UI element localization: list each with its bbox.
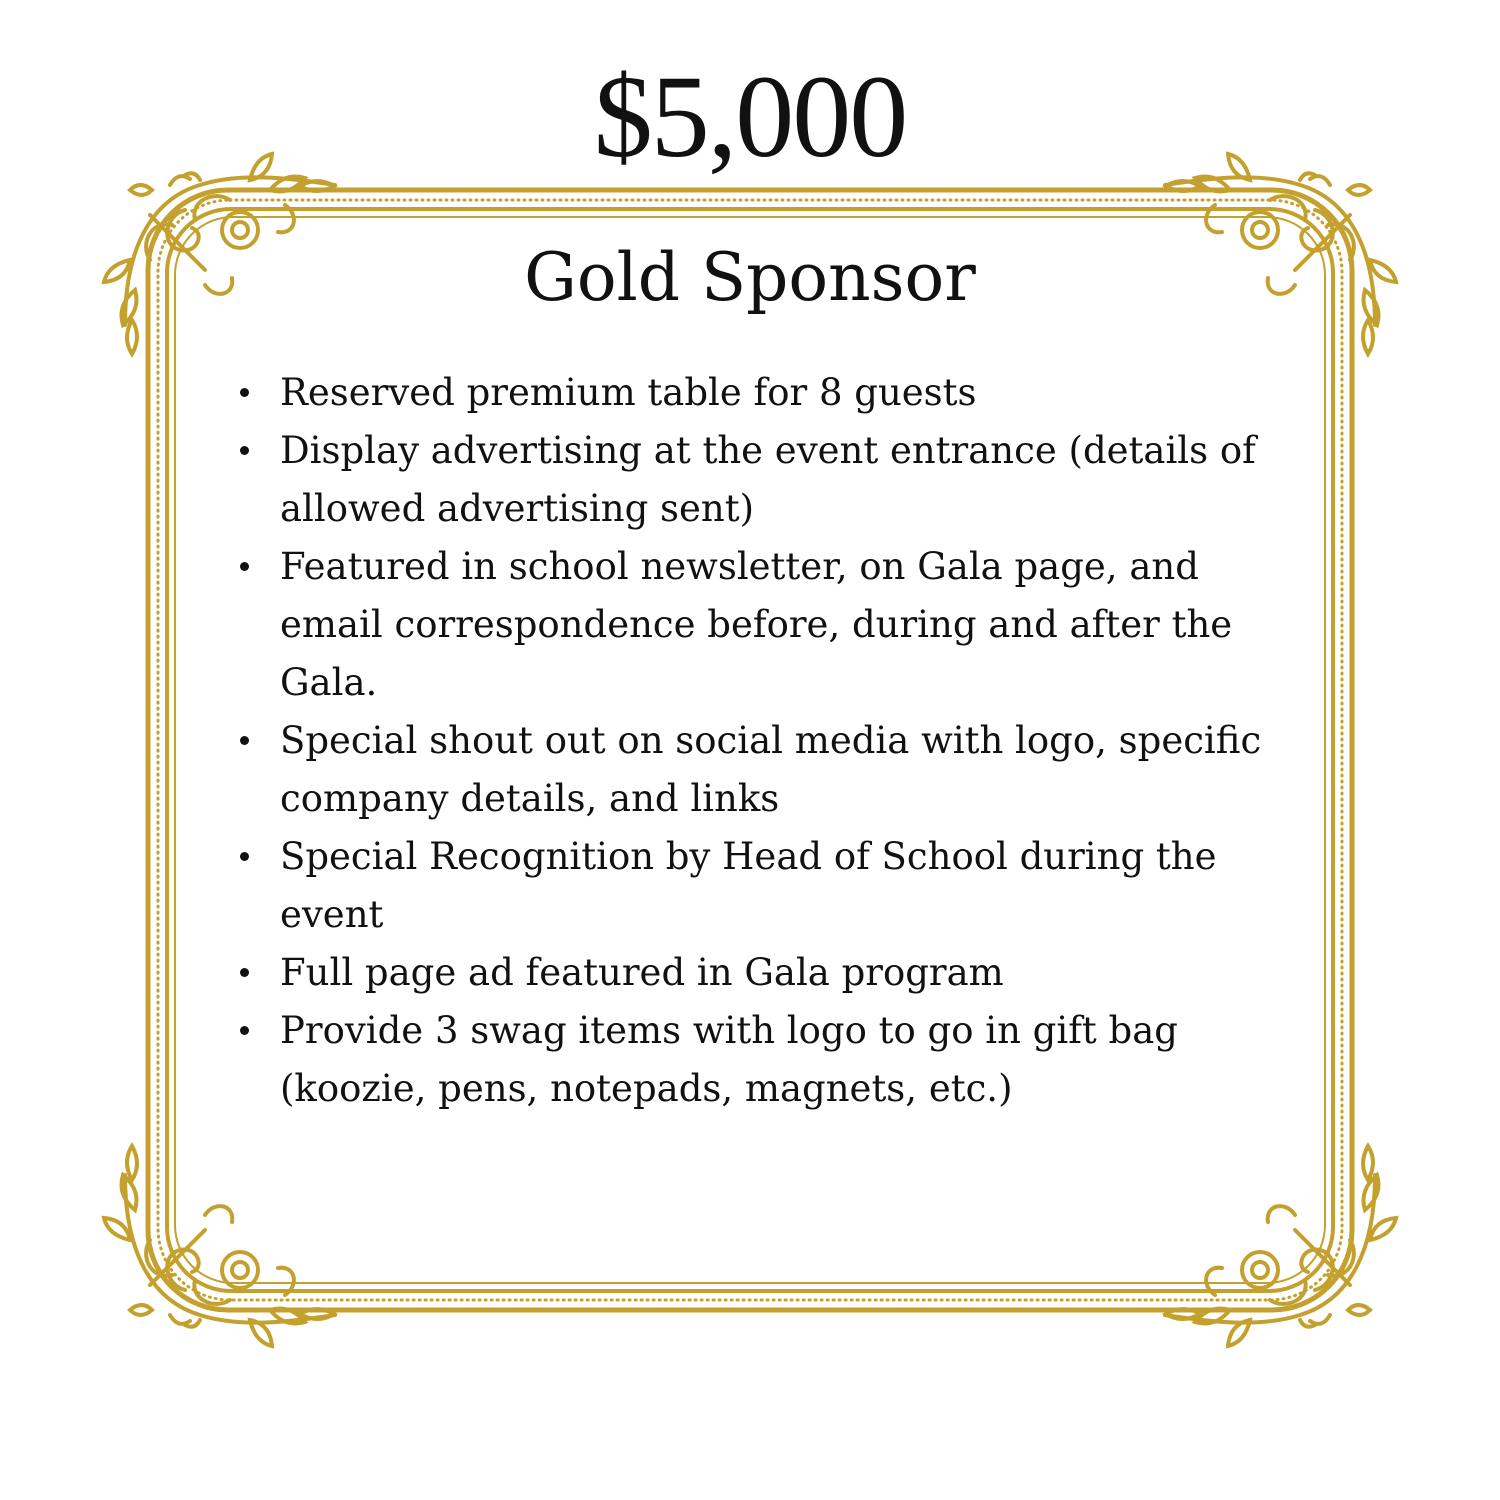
benefit-text: Reserved premium table for 8 guests [280, 371, 977, 414]
benefits-list [236, 364, 1306, 1118]
bullet-icon [240, 562, 249, 571]
list-item [236, 712, 1306, 828]
bullet-icon [240, 968, 249, 977]
benefit-text: Special shout out on social media with logo, specific company details, and links [280, 719, 1262, 820]
benefit-text: Featured in school newsletter, on Gala page, and email correspondence before, during and after the Gala. [280, 545, 1233, 704]
benefit-text: Special Recognition by Head of School during the event [280, 835, 1217, 936]
bullet-icon [240, 388, 249, 397]
list-item [236, 422, 1306, 538]
bullet-icon [240, 736, 249, 745]
bullet-icon [240, 446, 249, 455]
list-item [236, 538, 1306, 712]
flourish-corner-icon [104, 1146, 335, 1346]
list-item [236, 828, 1306, 944]
list-item [236, 1002, 1306, 1118]
benefit-text: Display advertising at the event entrance (details of allowed advertising sent) [280, 429, 1256, 530]
price-amount: $5,000 [593, 51, 907, 182]
list-item [236, 944, 1306, 1002]
bullet-icon [240, 1026, 249, 1035]
benefit-text: Provide 3 swag items with logo to go in gift bag (koozie, pens, notepads, magnets, etc.) [280, 1009, 1178, 1110]
benefit-text: Full page ad featured in Gala program [280, 951, 1004, 994]
bullet-icon [240, 852, 249, 861]
flourish-corner-icon [1165, 1146, 1396, 1346]
tier-title: Gold Sponsor [524, 239, 976, 316]
list-item [236, 364, 1306, 422]
